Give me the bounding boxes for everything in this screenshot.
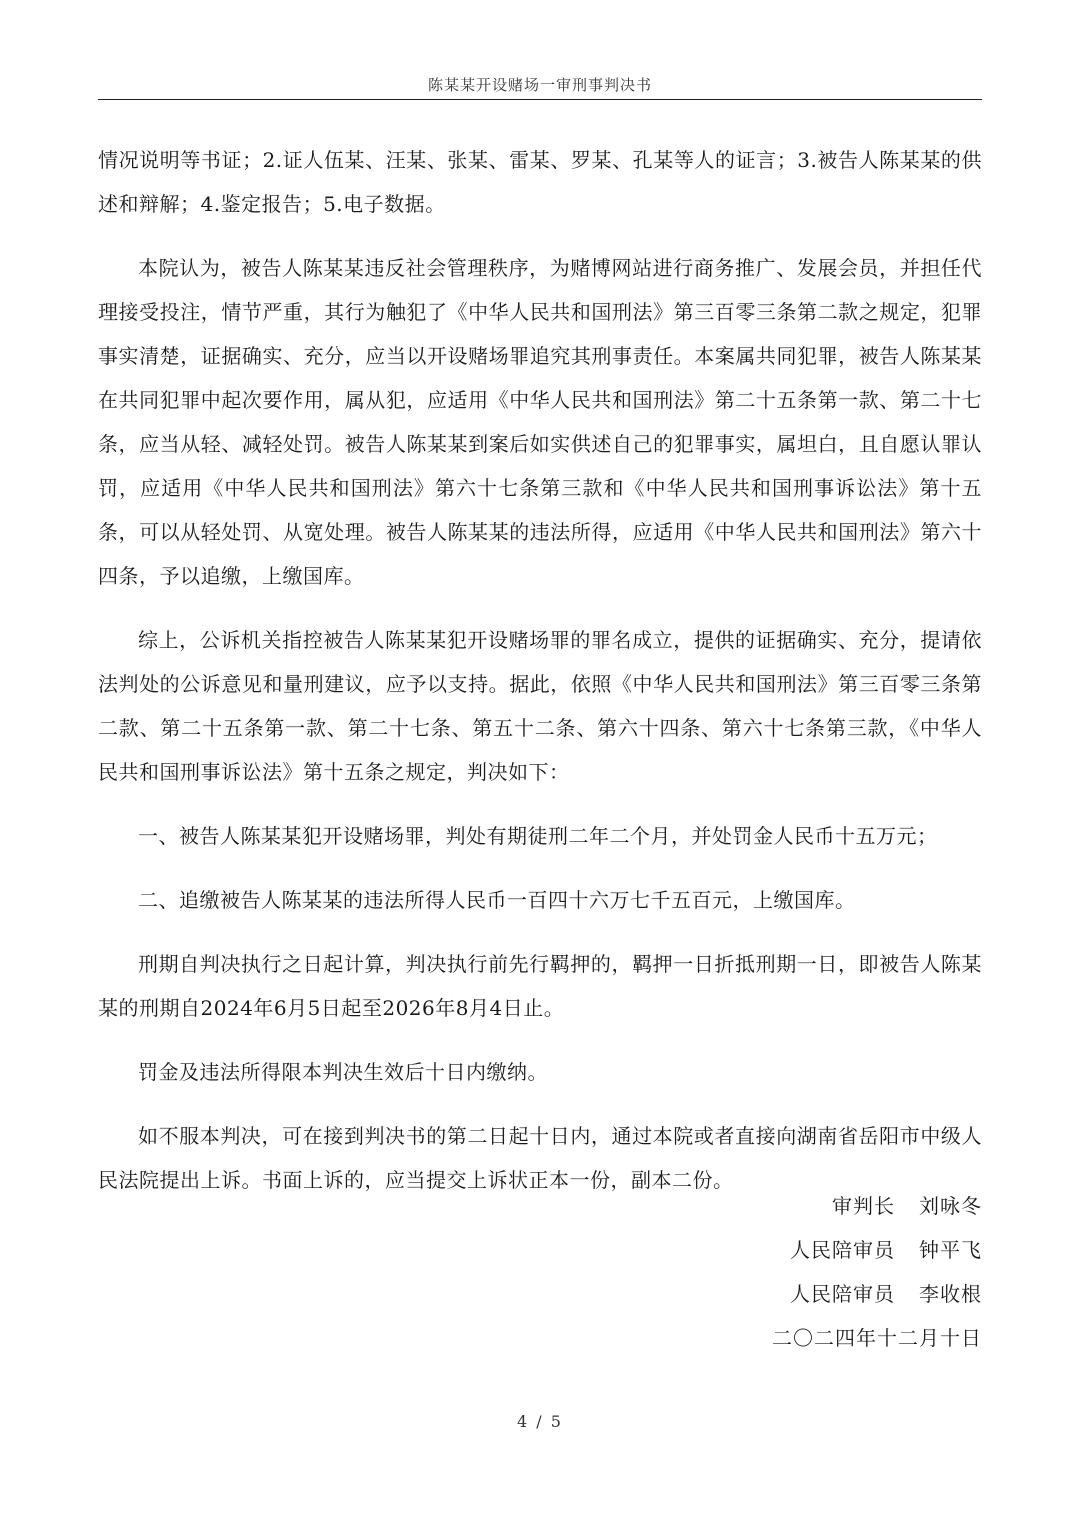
signature-role: 人民陪审员 — [790, 1282, 895, 1306]
judgment-date: 二〇二四年十二月十日 — [772, 1326, 982, 1350]
signature-role: 审判长 — [832, 1194, 895, 1218]
verdict-item-2: 二、追缴被告人陈某某的违法所得人民币一百四十六万七千五百元，上缴国库。 — [138, 888, 856, 912]
signature-juror-1 — [772, 1228, 982, 1272]
signature-block — [772, 1184, 982, 1360]
appeal-notice-paragraph: 如不服本判决，可在接到判决书的第二日起十日内，通过本院或者直接向湖南省岳阳市中级人民法院提出上诉。书面上诉的，应当提交上诉状正本一份，副本二份。 — [98, 1124, 982, 1192]
signature-juror-2 — [772, 1272, 982, 1316]
evidence-continuation-paragraph: 情况说明等书证；2.证人伍某、汪某、张某、雷某、罗某、孔某等人的证言；3.被告人陈某某的供述和辩解；4.鉴定报告；5.电子数据。 — [98, 148, 982, 216]
page-number: 4 / 5 — [517, 1412, 563, 1431]
header-divider — [98, 99, 982, 100]
verdict-item-1: 一、被告人陈某某犯开设赌场罪，判处有期徒刑二年二个月，并处罚金人民币十五万元； — [138, 824, 938, 848]
conclusion-paragraph: 综上，公诉机关指控被告人陈某某犯开设赌场罪的罪名成立，提供的证据确实、充分，提请依法判处的公诉意见和量刑建议，应予以支持。据此，依照《中华人民共和国刑法》第三百零三条第二款、第二十五条第一款、第二十七条、第五十二条、第六十四条、第六十七条第三款，《中华人民共和国刑事诉讼法》第十五条之规定，判决如下： — [98, 628, 982, 784]
signature-name: 钟平飞 — [919, 1238, 982, 1262]
signature-name: 刘咏冬 — [919, 1194, 982, 1218]
document-header-title: 陈某某开设赌场一审刑事判决书 — [427, 76, 652, 94]
sentence-term-paragraph: 刑期自判决执行之日起计算，判决执行前先行羁押的，羁押一日折抵刑期一日，即被告人陈某某的刑期自2024年6月5日起至2026年8月4日止。 — [98, 952, 982, 1020]
document-body — [98, 138, 982, 1222]
signature-role: 人民陪审员 — [790, 1238, 895, 1262]
payment-deadline-paragraph: 罚金及违法所得限本判决生效后十日内缴纳。 — [138, 1060, 548, 1084]
signature-judge — [772, 1184, 982, 1228]
court-opinion-paragraph: 本院认为，被告人陈某某违反社会管理秩序，为赌博网站进行商务推广、发展会员，并担任代理接受投注，情节严重，其行为触犯了《中华人民共和国刑法》第三百零三条第二款之规定，犯罪事实清楚，证据确实、充分，应当以开设赌场罪追究其刑事责任。本案属共同犯罪，被告人陈某某在共同犯罪中起次要作用，属从犯，应适用《中华人民共和国刑法》第二十五条第一款、第二十七条，应当从轻、减轻处罚。被告人陈某某到案后如实供述自己的犯罪事实，属坦白，且自愿认罪认罚，应适用《中华人民共和国刑法》第六十七条第三款和《中华人民共和国刑事诉讼法》第十五条，可以从轻处罚、从宽处理。被告人陈某某的违法所得，应适用《中华人民共和国刑法》第六十四条，予以追缴，上缴国库。 — [98, 256, 982, 588]
signature-name: 李收根 — [919, 1282, 982, 1306]
